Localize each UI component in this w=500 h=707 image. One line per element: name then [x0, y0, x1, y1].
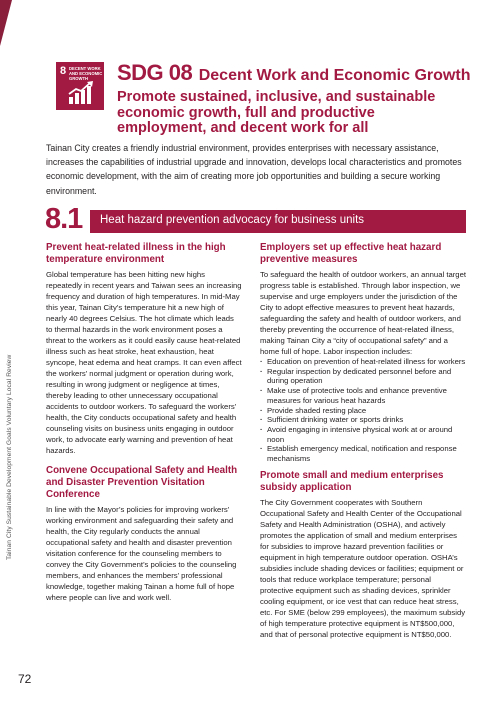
paragraph-sme-subsidy: The City Government cooperates with Southern Occupational Safety and Health Center of the Occupational Safety and Health Administration (OSHA), and actively promotes the application of small and medium enterprises for subsidies to improve hazard prevention facilities or equipment in high temperature outdoor operation. OSHA’s subsidies include shading devices or facilities; equipment or tools that reduce workplace temperature; personal protective equipment such as shading devices, sprinkler cooling equipment, or ice vest that can reduce heat stress, etc. For SME (below 299 employees), the maximum subsidy of high temperature protective equipment is NT$500,000, and that of personal protective equipment is NT$50,000. — [260, 497, 466, 639]
sdg-name: Decent Work and Economic Growth — [198, 67, 471, 84]
paragraph-prevent-heat-illness: Global temperature has been hitting new highs repeatedly in recent years and Taiwan sees an increasing frequency and duration of high temperatures. In mid-May this year, Tainan City’s temperature hit a new high of nearly 40 degrees Celsius. The hot climate which leads to thermal hazards in the work environment poses a threat to the workers as it could easily cause heat-related illness such as heat stroke, heat exhaustion, heat syncope, heat edema and heat cramps. It can even affect the workers’ normal judgment or operation during work, resulting in wrong judgment or negligence at times, thereby leading to other unnecessary occupational accidents to outdoor workers. To safeguard the workers’ health, the City conducts occupational safety and health counseling visits on business units engaging in outdoor work, to advocate early warning and prevention of heat hazards. — [46, 270, 242, 455]
sdg-tile-label: DECENT WORK AND ECONOMIC GROWTH — [69, 66, 103, 81]
page-number: 72 — [18, 672, 32, 686]
heading-prevent-heat-illness: Prevent heat-related illness in the high temperature environment — [46, 242, 226, 265]
list-item: · Make use of protective tools and enhance preventive measures for various heat hazards — [260, 386, 466, 405]
list-item: · Sufficient drinking water or sports drinks — [260, 415, 466, 425]
side-strip — [0, 0, 12, 707]
paragraph-employer-measures: To safeguard the health of outdoor workers, an annual target progress table is established. Through labor inspection, we supervise and urge employers under the jurisdiction of the City to adopt effective measures to prevent heat hazards, safeguarding the safety and health of outdoor workers, and thereby preventing the occurrence of heat-related illness, making Tainan City a “city of occupational safety” and a home full of hope. Labor inspection includes: — [260, 270, 466, 356]
list-item: · Avoid engaging in intensive physical work at or around noon — [260, 425, 466, 444]
section-title: Heat hazard prevention advocacy for business units — [100, 214, 365, 226]
sdg-tagline: Promote sustained, inclusive, and sustainable economic growth, full and productive employment, and decent work for all — [117, 89, 436, 136]
list-item: · Provide shaded resting place — [260, 406, 466, 416]
side-report-title: Tainan City Sustainable Development Goals Voluntary Local Review — [6, 354, 13, 560]
list-item: · Establish emergency medical, notification and response mechanisms — [260, 444, 466, 463]
sdg-code: SDG 08 — [117, 60, 193, 85]
growth-chart-icon — [68, 81, 94, 105]
section-title-bar — [90, 210, 466, 233]
intro-paragraph: Tainan City creates a friendly industrial environment, provides enterprises with necessary assistance, increases the capabilities of industrial upgrade and innovation, develops local characteristics and promotes economic development, with the aim of creating more job opportunities and building a secure working environment. — [46, 143, 462, 196]
corner-accent — [0, 0, 12, 46]
sdg8-tile — [56, 62, 104, 110]
right-column — [260, 242, 466, 640]
list-item: · Regular inspection by dedicated personnel before and during operation — [260, 367, 466, 386]
heading-employer-measures: Employers set up effective heat hazard preventive measures — [260, 242, 442, 265]
sdg-tile-number: 8 — [60, 65, 67, 77]
heading-visitation-conference: Convene Occupational Safety and Health and Disaster Prevention Visitation Conference — [46, 465, 238, 500]
sdg-heading — [117, 60, 470, 86]
inspection-list — [260, 357, 466, 464]
list-item: · Education on prevention of heat-related illness for workers — [260, 357, 466, 367]
section-number: 8.1 — [45, 203, 83, 235]
left-column — [46, 242, 242, 603]
paragraph-visitation-conference: In line with the Mayor’s policies for improving workers’ working environment and safeguarding their safety and health, the City regularly conducts the annual occupational safety and health and disaster prevention visitation conference for the counseling members to convey the City Government’s policies to the counseling members, and enhances the members’ professional knowledge, together making Tainan a home full of hope where people can live and work well. — [46, 505, 237, 602]
heading-sme-subsidy: Promote small and medium enterprises subsidy application — [260, 469, 444, 493]
